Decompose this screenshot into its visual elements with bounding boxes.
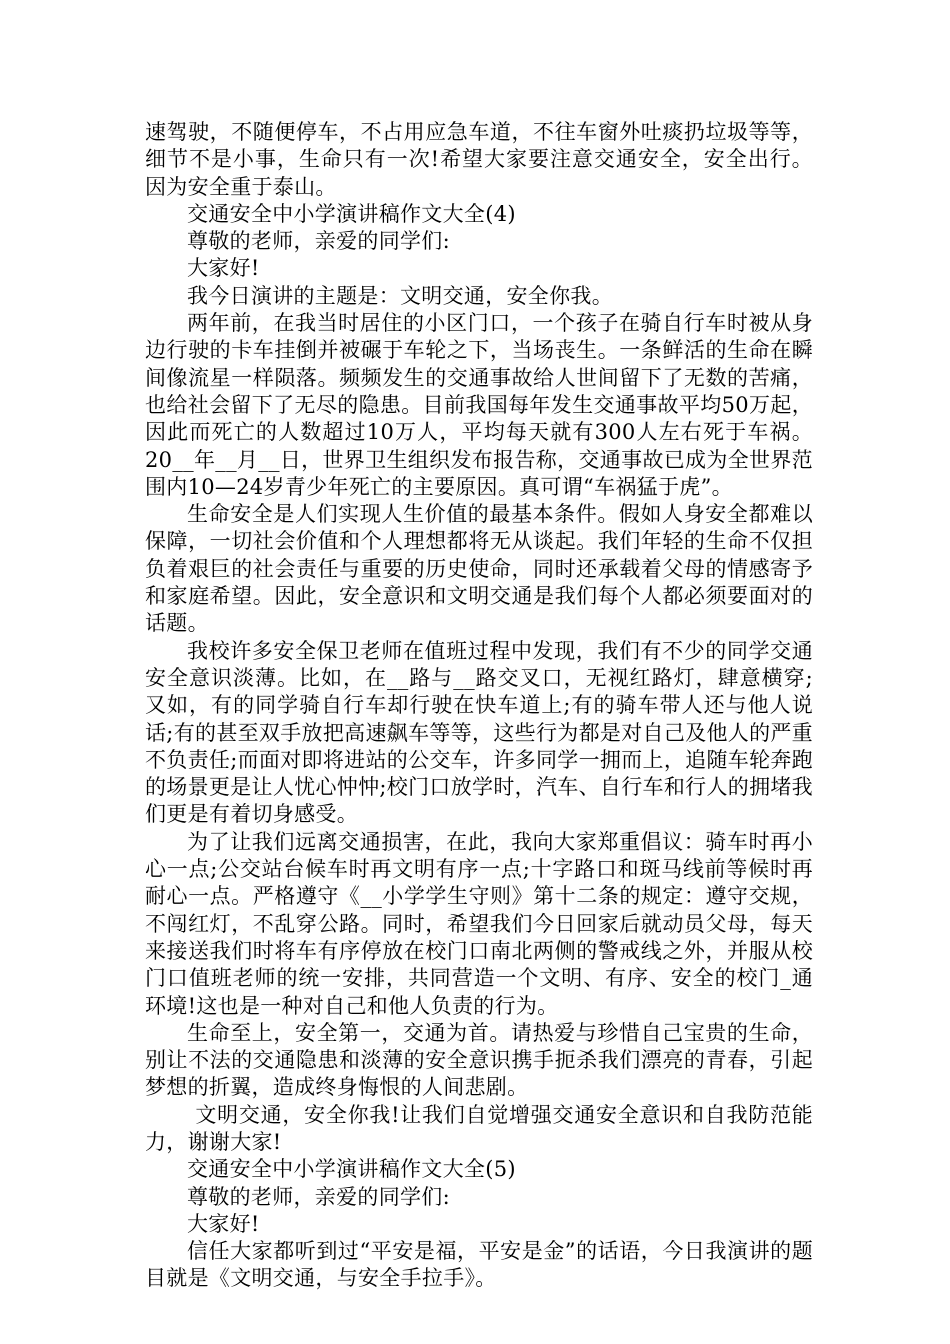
section-heading-5: 交通安全中小学演讲稿作文大全(5) bbox=[187, 1157, 516, 1182]
paragraph-proposal: 为了让我们远离交通损害，在此，我向大家郑重倡议：骑车时再小心一点;公交站台候车时再文明有序一点;十字路口和斑马线前等候时再耐心一点。严格遵守《__小学学生守则》第十二条的规定：遵守交规，不闯红灯，不乱穿公路。同时，希望我们今日回家后就动员父母，每天来接送我们时将车有序停放在校门口南北两侧的警戒线之外，并服从校门口值班老师的统一安排，共同营造一个文明、有序、安全的校门_通环境!这也是一种对自己和他人负责的行为。 bbox=[145, 829, 813, 1018]
greeting-2: 大家好! bbox=[187, 1211, 260, 1236]
paragraph-life-safety: 生命安全是人们实现人生价值的最基本条件。假如人身安全都难以保障，一切社会价值和个人理想都将无从谈起。我们年轻的生命不仅担负着艰巨的社会责任与重要的历史使命，同时还承载着父母的情感寄予和家庭希望。因此，安全意识和文明交通是我们每个人都必须要面对的话题。 bbox=[145, 502, 813, 636]
paragraph-life-first: 生命至上，安全第一，交通为首。请热爱与珍惜自己宝贵的生命，别让不法的交通隐患和淡薄的安全意识携手扼杀我们漂亮的青春，引起梦想的折翼，造成终身悔恨的人间悲剧。 bbox=[145, 1020, 813, 1100]
paragraph-school-observations: 我校许多安全保卫老师在值班过程中发现，我们有不少的同学交通安全意识淡薄。比如，在__路与__路交叉口，无视红路灯，肆意横穿;又如，有的同学骑自行车却行驶在快车道上;有的骑车带人还与他人说话;有的甚至双手放把高速飙车等等，这些行为都是对自己及他人的严重不负责任;而面对即将进站的公交车，许多同学一拥而上，追随车轮奔跑的场景更是让人忧心忡忡;校门口放学时，汽车、自行车和行人的拥堵我们更是有着切身感受。 bbox=[145, 638, 813, 827]
paragraph-closing: 文明交通，安全你我!让我们自觉增强交通安全意识和自我防范能力，谢谢大家! bbox=[145, 1102, 813, 1154]
section-heading-4: 交通安全中小学演讲稿作文大全(4) bbox=[187, 201, 516, 226]
paragraph-accident-story: 两年前，在我当时居住的小区门口，一个孩子在骑自行车时被从身边行驶的卡车挂倒并被碾于车轮之下，当场丧生。一条鲜活的生命在瞬间像流星一样陨落。频频发生的交通事故给人世间留下了无数的苦痛，也给社会留下了无尽的隐患。目前我国每年发生交通事故平均50万起，因此而死亡的人数超过10万人，平均每天就有300人左右死于车祸。20__年__月__日，世界卫生组织发布报告称，交通事故已成为全世界范围内10—24岁青少年死亡的主要原因。真可谓“车祸猛于虎”。 bbox=[145, 311, 813, 499]
paragraph-speech-title: 信任大家都听到过“平安是福，平安是金”的话语，今日我演讲的题目就是《文明交通，与安全手拉手》。 bbox=[145, 1239, 813, 1291]
greeting: 大家好! bbox=[187, 256, 260, 281]
salutation: 尊敬的老师，亲爱的同学们: bbox=[187, 229, 450, 254]
document-page bbox=[145, 119, 813, 1293]
paragraph-theme: 我今日演讲的主题是：文明交通，安全你我。 bbox=[187, 283, 613, 308]
paragraph-intro-continuation: 速驾驶，不随便停车，不占用应急车道，不往车窗外吐痰扔垃圾等等，细节不是小事，生命只有一次!希望大家要注意交通安全，安全出行。因为安全重于泰山。 bbox=[145, 120, 813, 199]
salutation-2: 尊敬的老师，亲爱的同学们: bbox=[187, 1184, 450, 1209]
